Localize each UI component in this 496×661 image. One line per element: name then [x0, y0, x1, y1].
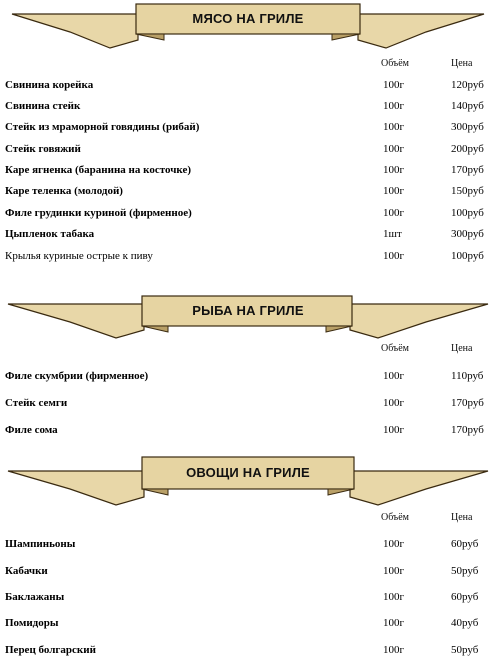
item-volume: 100г	[383, 565, 405, 577]
menu-item	[0, 370, 496, 386]
item-name: Крылья куриные острые к пиву	[5, 250, 153, 262]
item-name: Кабачки	[5, 565, 48, 577]
menu-item	[0, 143, 496, 159]
item-price: 140руб	[451, 100, 484, 112]
item-name: Свинина корейка	[5, 79, 94, 91]
item-price: 170руб	[451, 424, 484, 436]
item-price: 50руб	[451, 565, 479, 577]
item-price: 120руб	[451, 79, 484, 91]
item-name: Перец болгарский	[5, 644, 96, 656]
column-header-volume: Объём	[381, 512, 409, 523]
item-volume: 100г	[383, 100, 405, 112]
menu-item	[0, 79, 496, 95]
column-header-volume: Объём	[381, 343, 409, 354]
item-volume: 100г	[383, 121, 405, 133]
item-volume: 100г	[383, 143, 405, 155]
item-price: 300руб	[451, 121, 484, 133]
item-price: 40руб	[451, 617, 479, 629]
item-volume: 100г	[383, 370, 405, 382]
item-price: 150руб	[451, 185, 484, 197]
section-banner-fish	[0, 290, 496, 350]
menu-item	[0, 228, 496, 244]
item-volume: 1шт	[383, 228, 402, 240]
section-title: РЫБА НА ГРИЛЕ	[192, 303, 304, 318]
item-volume: 100г	[383, 591, 405, 603]
item-price: 50руб	[451, 644, 479, 656]
item-name: Свинина стейк	[5, 100, 81, 112]
item-volume: 100г	[383, 185, 405, 197]
item-name: Помидоры	[5, 617, 59, 629]
menu-item	[0, 164, 496, 180]
menu-item	[0, 397, 496, 413]
ribbon-banner-icon	[0, 455, 496, 515]
menu-item	[0, 424, 496, 440]
item-name: Филе сома	[5, 424, 58, 436]
menu-item	[0, 207, 496, 223]
item-volume: 100г	[383, 538, 405, 550]
section-title: МЯСО НА ГРИЛЕ	[192, 11, 304, 26]
item-volume: 100г	[383, 424, 405, 436]
item-volume: 100г	[383, 250, 405, 262]
menu-item	[0, 100, 496, 116]
menu-item	[0, 121, 496, 137]
item-name: Каре теленка (молодой)	[5, 185, 123, 197]
item-volume: 100г	[383, 397, 405, 409]
menu-item	[0, 617, 496, 633]
item-volume: 100г	[383, 617, 405, 629]
item-name: Стейк семги	[5, 397, 68, 409]
item-name: Филе грудинки куриной (фирменное)	[5, 207, 192, 219]
ribbon-banner-icon	[0, 290, 496, 350]
item-price: 170руб	[451, 397, 484, 409]
item-price: 300руб	[451, 228, 484, 240]
item-price: 110руб	[451, 370, 484, 382]
column-header-price: Цена	[451, 512, 473, 523]
menu-item	[0, 538, 496, 554]
item-name: Шампиньоны	[5, 538, 76, 550]
item-price: 100руб	[451, 207, 484, 219]
item-name: Стейк из мраморной говядины (рибай)	[5, 121, 200, 133]
item-price: 60руб	[451, 591, 479, 603]
menu-item	[0, 185, 496, 201]
item-name: Цыпленок табака	[5, 228, 95, 240]
item-price: 60руб	[451, 538, 479, 550]
column-header-price: Цена	[451, 343, 473, 354]
item-name: Баклажаны	[5, 591, 65, 603]
item-volume: 100г	[383, 207, 405, 219]
menu-item	[0, 250, 496, 266]
menu-item	[0, 644, 496, 660]
item-price: 170руб	[451, 164, 484, 176]
item-name: Стейк говяжий	[5, 143, 81, 155]
item-name: Каре ягненка (баранина на косточке)	[5, 164, 192, 176]
menu-item	[0, 565, 496, 581]
item-volume: 100г	[383, 164, 405, 176]
section-banner-meat	[0, 0, 496, 60]
item-name: Филе скумбрии (фирменное)	[5, 370, 149, 382]
ribbon-banner-icon	[0, 0, 496, 60]
item-price: 200руб	[451, 143, 484, 155]
item-volume: 100г	[383, 79, 405, 91]
item-price: 100руб	[451, 250, 484, 262]
menu-item	[0, 591, 496, 607]
item-volume: 100г	[383, 644, 405, 656]
column-header-volume: Объём	[381, 58, 409, 69]
section-title: ОВОЩИ НА ГРИЛЕ	[186, 465, 310, 480]
section-banner-vegetables	[0, 455, 496, 515]
column-header-price: Цена	[451, 58, 473, 69]
